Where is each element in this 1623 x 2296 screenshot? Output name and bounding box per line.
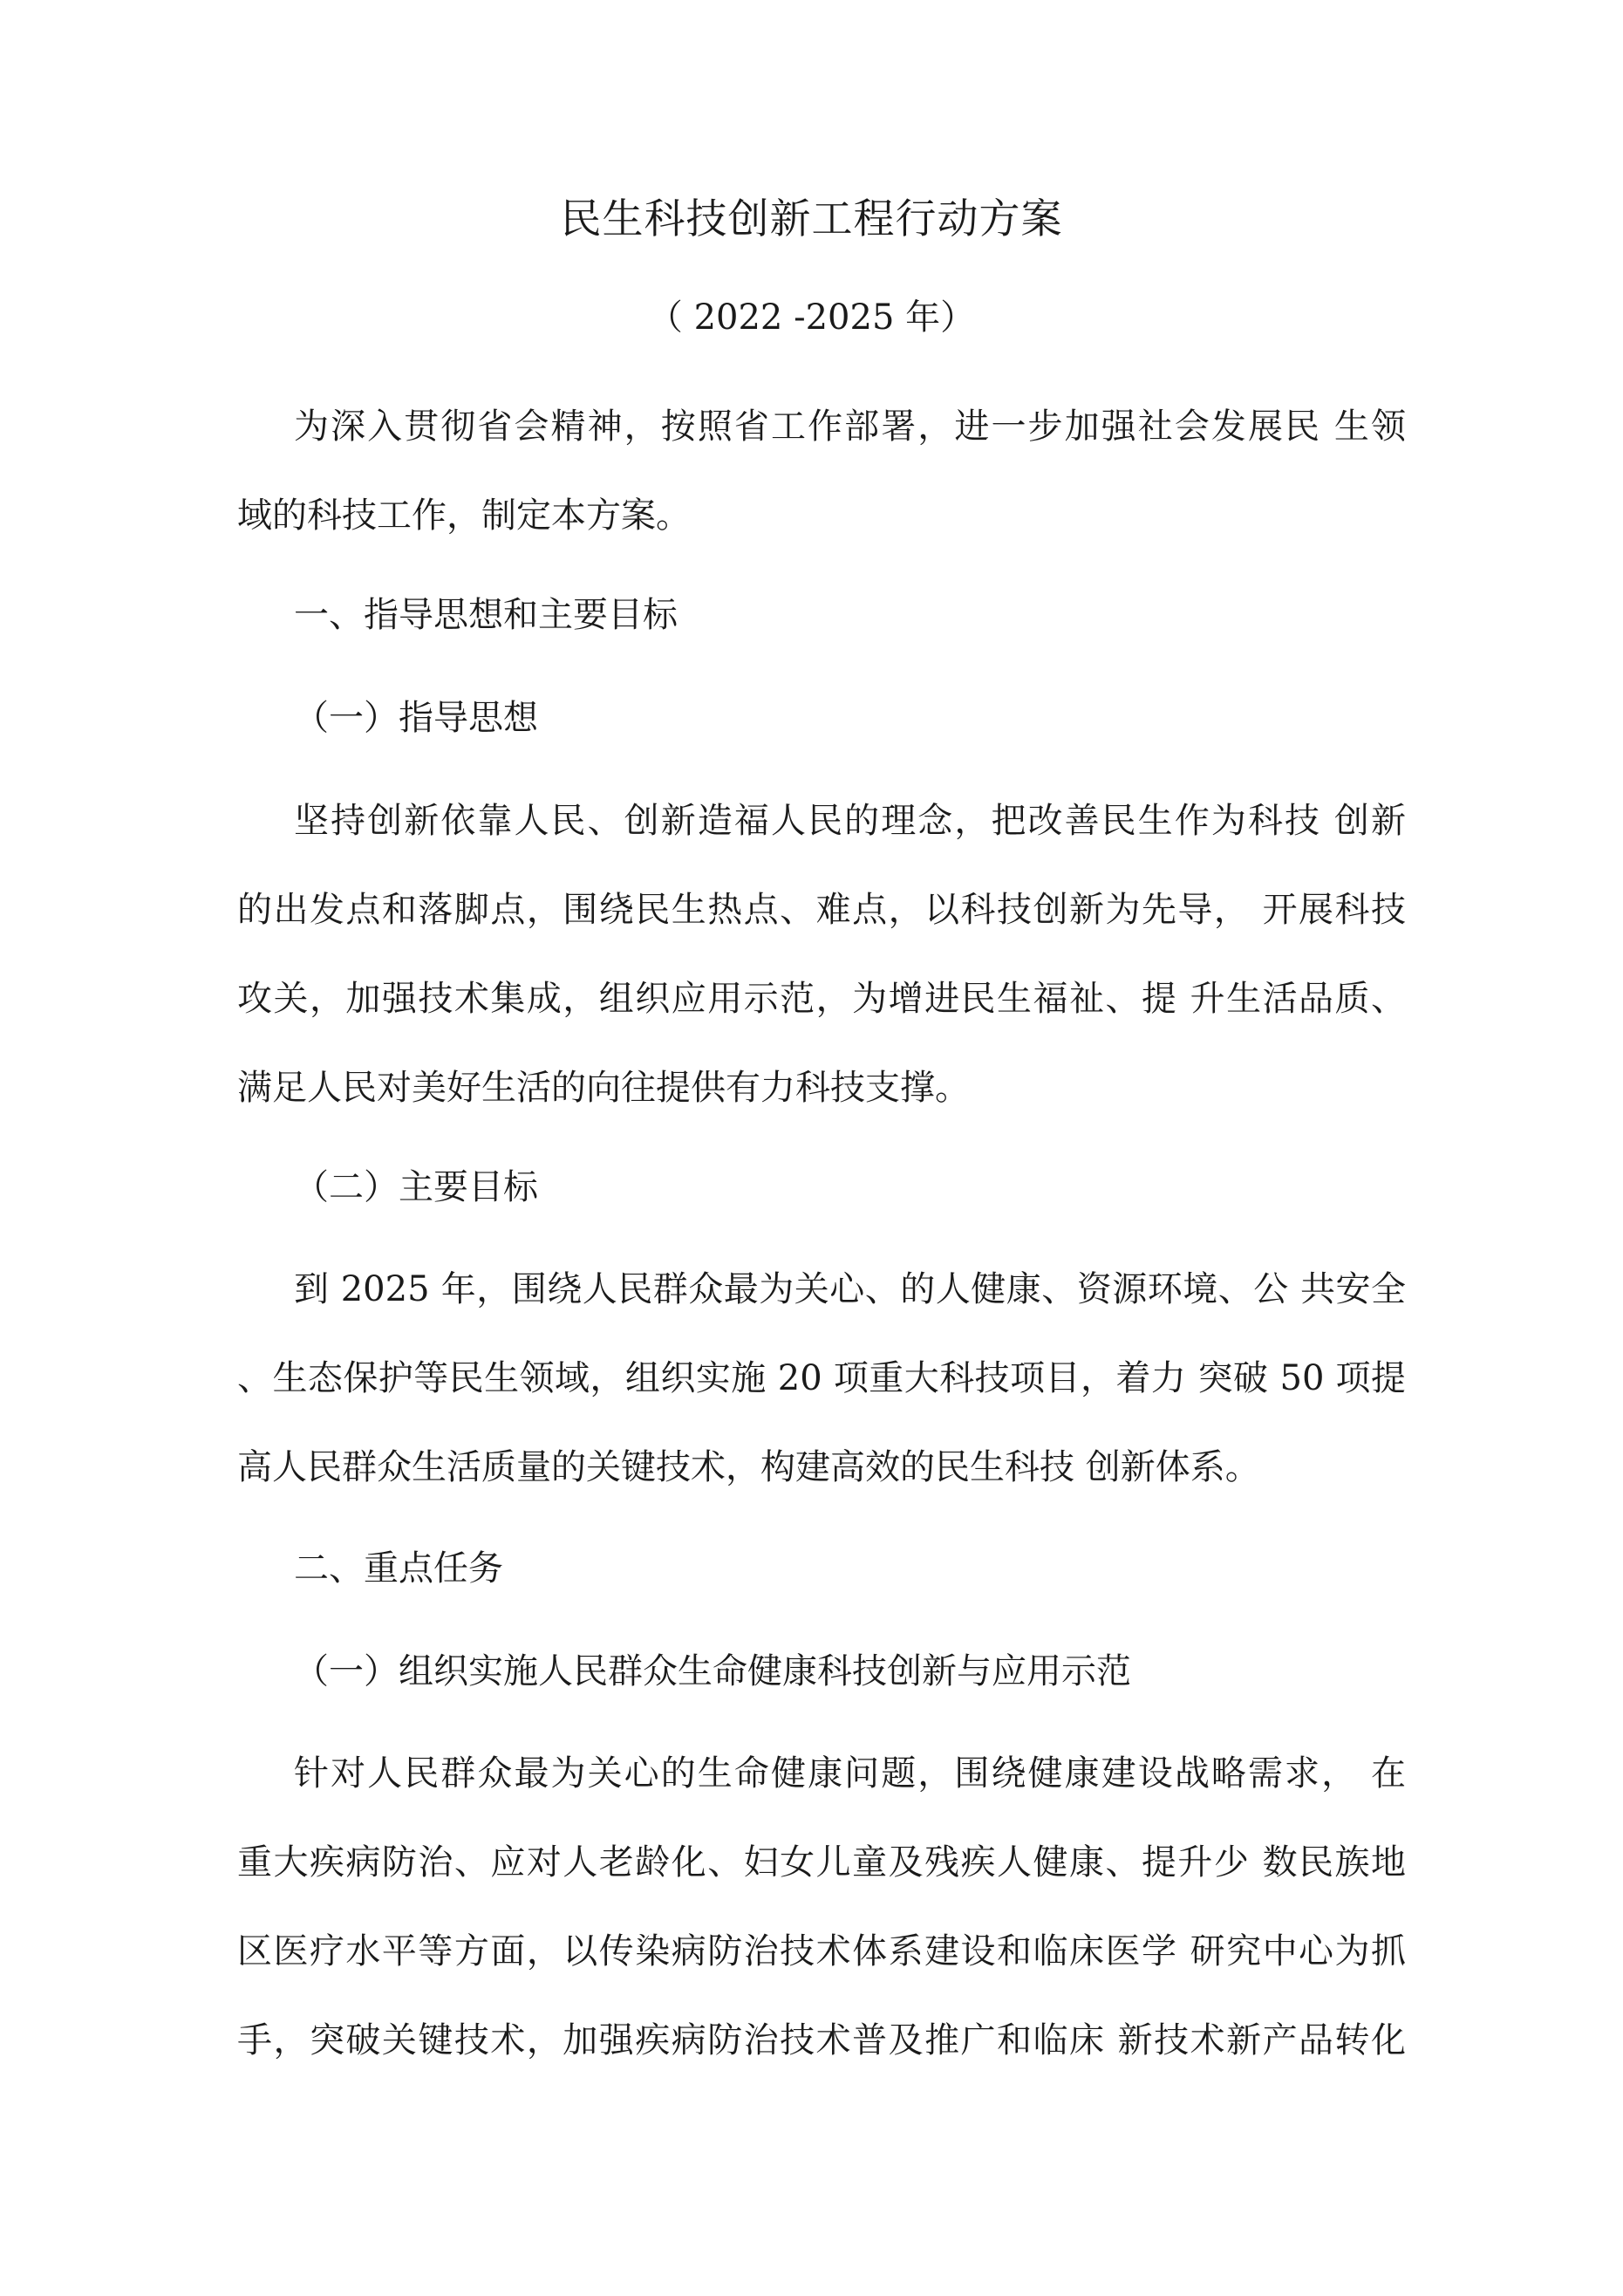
paragraph-line: 满足人民对美好生活的向往提供有力科技支撑。 [237, 1068, 970, 1108]
paragraph-line: 重大疾病防治、应对人老龄化、妇女儿童及残疾人健康、提升少 数民族地 [237, 1842, 1406, 1883]
paragraph-line: 攻关，加强技术集成，组织应用示范，为增进民生福祉、提 升生活品质、 [237, 979, 1406, 1019]
paragraph-line: 针对人民群众最为关心的生命健康问题，围绕健康建设战略需求， 在 [294, 1753, 1406, 1794]
paragraph-line: 区医疗水平等方面，以传染病防治技术体系建设和临床医学 研究中心为抓 [237, 1931, 1406, 1971]
paragraph-line: 、生态保护等民生领域，组织实施 20 项重大科技项目，着力 突破 50 项提 [237, 1358, 1406, 1398]
paragraph-line: 的出发点和落脚点，围绕民生热点、难点，以科技创新为先导， 开展科技 [237, 890, 1406, 930]
paragraph-line: 坚持创新依靠人民、创新造福人民的理念，把改善民生作为科技 创新 [294, 801, 1406, 841]
document-subtitle: （ 2022 -2025 年） [647, 297, 976, 338]
paragraph-line: 高人民群众生活质量的关键技术，构建高效的民生科技 创新体系。 [237, 1447, 1260, 1487]
paragraph-line: 手，突破关键技术，加强疾病防治技术普及推广和临床 新技术新产品转化 [237, 2020, 1406, 2060]
subsection-heading: （二）主要目标 [294, 1167, 538, 1207]
section-heading: 一、指导思想和主要目标 [294, 595, 678, 635]
section-heading: 二、重点任务 [294, 1548, 503, 1589]
document-title: 民生科技创新工程行动方案 [560, 195, 1063, 243]
paragraph-line: 域的科技工作，制定本方案。 [237, 495, 691, 536]
paragraph-line: 到 2025 年，围绕人民群众最为关心、的人健康、资源环境、公 共安全 [294, 1269, 1406, 1309]
paragraph-line: 为深入贯彻省会精神，按照省工作部署，进一步加强社会发展民 生领 [294, 407, 1406, 447]
subsection-heading: （一）组织实施人民群众生命健康科技创新与应用示范 [294, 1651, 1131, 1691]
subsection-heading: （一）指导思想 [294, 698, 538, 738]
